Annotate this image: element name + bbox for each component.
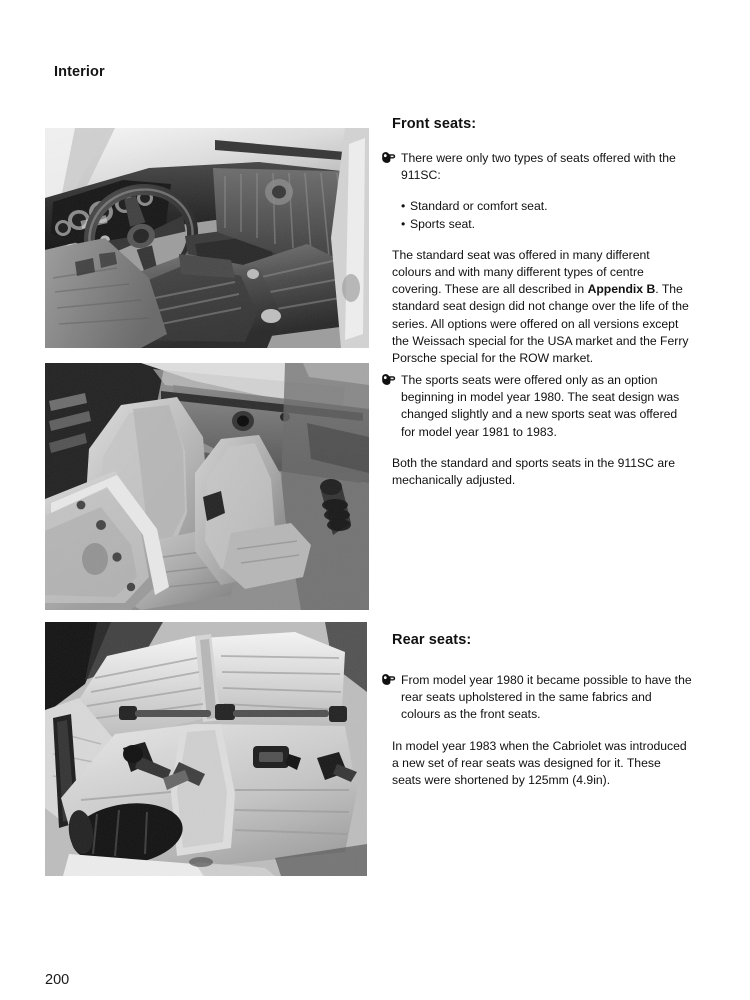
front-seats-detail-paragraph: [392, 247, 692, 367]
figure-sports-seats: [45, 363, 369, 610]
page-header-running-head: Interior: [54, 64, 105, 80]
rear-seats-heading-wrap: [392, 632, 692, 663]
pointing-hand-icon: [381, 151, 396, 164]
pointing-hand-icon: [381, 673, 396, 686]
list-item: • Standard or comfort seat.: [401, 198, 692, 215]
list-item: • Sports seat.: [401, 216, 692, 233]
pointing-hand-icon: [381, 373, 396, 386]
page-number: 200: [45, 972, 70, 988]
photo-dashboard-interior: [45, 128, 369, 348]
front-seats-detail-part-2: . The standard seat design did not change over the life of the series. All options were offered on all versions except the Weissach special for the USA market and the Ferry Porsche special for the ROW market.: [392, 282, 689, 366]
sports-seats-paragraph-2: Both the standard and sports seats in the 911SC are mechanically adjusted.: [392, 455, 675, 488]
front-seats-body: [392, 150, 692, 367]
photo-sports-seats: [45, 363, 369, 610]
section-heading-front-seats: Front seats:: [392, 116, 477, 132]
rear-seats-paragraph-2: In model year 1983 when the Cabriolet was introduced a new set of rear seats was designed for it. These seats were shortened by 125mm (4.9in).: [392, 738, 687, 788]
front-seats-detail-part-1: The standard seat was offered in many different colours and with many different types of centre covering. These are all described in: [392, 247, 650, 297]
figure-dashboard-interior: [45, 128, 369, 348]
front-seats-intro-block: [392, 150, 692, 184]
figure-rear-seats: [45, 622, 367, 876]
text-column-right: [392, 116, 692, 788]
front-seats-intro-paragraph: There were only two types of seats offered with the 911SC:: [401, 151, 676, 183]
photo-rear-seats: [45, 622, 367, 876]
front-seats-bullet-list: [392, 198, 692, 232]
sports-seats-intro-block: [392, 372, 692, 441]
section-heading-rear-seats: Rear seats:: [392, 632, 472, 648]
rear-seats-paragraph-1: From model year 1980 it became possible to have the rear seats upholstered in the same fabrics and colours as the front seats.: [401, 673, 692, 722]
rear-seats-body: [392, 672, 692, 789]
appendix-reference: Appendix B: [587, 282, 656, 297]
sports-seats-body: [392, 372, 692, 489]
rear-seats-intro-block: [392, 672, 692, 724]
sports-seats-paragraph-1: The sports seats were offered only as an option beginning in model year 1980. The seat design was changed slightly and a new sports seat was offered for model year 1981 to 1983.: [401, 373, 680, 439]
